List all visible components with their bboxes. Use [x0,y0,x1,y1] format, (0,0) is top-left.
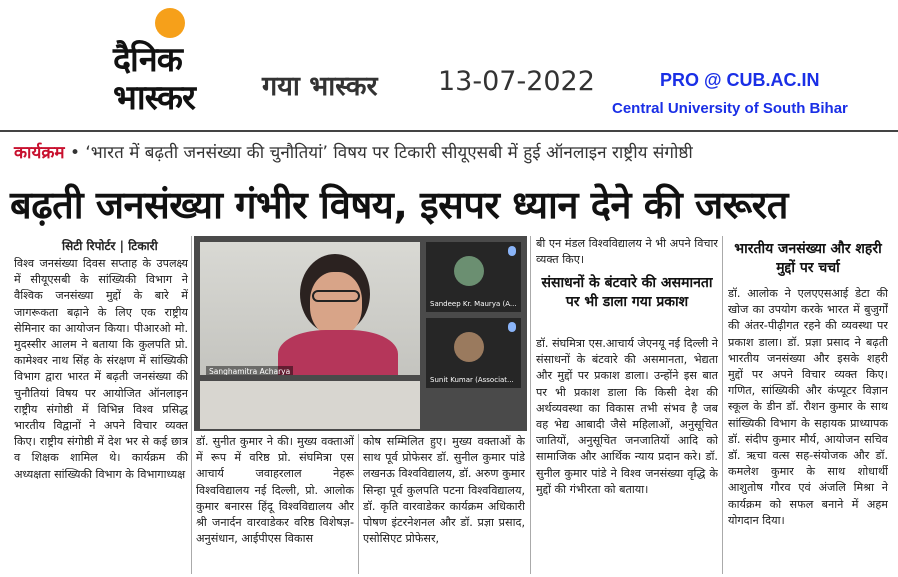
logo-line2: भास्कर [113,78,195,118]
column-4-intro: बी एन मंडल विश्वविद्यालय ने भी अपने विचार व्यक्त किए। [536,237,718,267]
subheading-resources: संसाधनों के बंटवारे की असमानता पर भी डाला गया प्रकाश [541,275,713,310]
masthead-divider [0,130,898,132]
column-2-text: डॉ. सुनीत कुमार ने की। मुख्य वक्ताओं में रूप में वरिष्ठ प्रो. संघमित्रा एस आचार्य जवाहरलाल नेहरू विश्वविद्यालय नई दिल्ली, प्रो. आलोक कुमार बनारस हिंदू विश्वविद्यालय और श्री जनार्दन वारवाडेकर वरिष्ठ विशेषज्ञ-अनुसंधान, आईपीएस विकास [196,435,354,546]
column-divider [358,434,359,574]
article-headline: बढ़ती जनसंख्या गंभीर विषय, इसपर ध्यान देने की जरूरत [10,183,788,227]
participant-tile-3 [200,381,420,429]
column-5-text: डॉ. आलोक ने एलएएसआई डेटा की खोज का उपयोग करके भारत में बुजुर्गों की अंतर-पीढ़ीगत रहने की व्यवस्था पर प्रकाश डाला। डॉ. प्रज्ञा प्रसाद ने बढ़ती भारतीय जनसंख्या और इसके शहरी मुद्दों पर अपने विचार व्यक्त किए। गणित, सांख्यिकी और कंप्यूटर विज्ञान स्कूल के डीन डॉ. रौशन कुमार के साथ सांख्यिकी विभाग के सहायक प्राध्यापक डॉ. संदीप कुमार मौर्य, आयोजन सचिव डॉ. ऋचा वत्स सह-संयोजक और डॉ. कमलेश कुमार के साथ शोधार्थी आशुतोष गौरव एवं अंजलि मिश्रा ने कार्यक्रम को सफल बनाने में अहम योगदान दिया। [728,287,888,527]
column-divider [530,236,531,574]
publication-date: 13-07-2022 [438,66,595,97]
kicker-text: • ‘भारत में बढ़ती जनसंख्या की चुनौतियां’ विषय पर टिकारी सीयूएसबी में हुई ऑनलाइन राष्ट्रीय संगोष्ठी [69,143,693,163]
subheading-urban: भारतीय जनसंख्या और शहरी मुद्दों पर चर्चा [734,241,882,276]
university-name: Central University of South Bihar [612,100,848,117]
column-4-text: डॉ. संघमित्रा एस.आचार्य जेएनयू नई दिल्ली ने संसाधनों के बंटवारे की असमानता, भेद्यता और मुद्दों पर प्रकाश डाला। उन्होंने इस बात पर भी प्रकाश डाला कि किसी देश की अर्थव्यवस्था का विकास तभी संभव है जब वह भेद्य आबादी जैसे महिलाओं, अनुसूचित जातियों, अनुसूचित जनजातियों आदि को सामाजिक और आर्थिक न्याय प्रदान करे। डॉ. सुनील कुमार पांडे ने विश्व जनसंख्या वृद्धि के मुद्दों की गंभीरता को बताया। [536,337,718,496]
column-1-text: विश्व जनसंख्या दिवस सप्ताह के उपलक्ष्य में सीयूएसबी के सांख्यिकी विभाग ने वैश्विक जनसंख्या मुद्दों के बारे में जागरूकता बढ़ाने के लिए एक राष्ट्रीय सेमिनार का आयोजन किया। पीआरओ मो. मुदस्सीर आलम ने बताया कि कुलपति प्रो. कामेश्वर नाथ सिंह के संरक्षण में सांख्यिकी विभाग द्वारा भारत में बढ़ती जनसंख्या की चुनौतियां विषय पर आयोजित ऑनलाइन राष्ट्रीय संगोष्ठी में विभिन्न विश्व प्रसिद्ध भारतीय विद्वानों ने अपने विचार व्यक्त किए। राष्ट्रीय संगोष्ठी में देश भर से कई छात्र व शिक्षक शामिल थे। कार्यक्रम की अध्यक्षता सांख्यिकी विभाग के विभागाध्यक्ष [14,257,188,481]
main-speaker-name: Sanghamitra Acharya [206,366,293,375]
participant-avatar [454,256,484,286]
video-call-photo [194,236,527,431]
byline: सिटी रिपोर्टर | टिकारी [62,239,158,253]
glasses-icon [312,290,360,302]
participant-name-1: Sandeep Kr. Maurya (A... [430,300,517,308]
kicker-tag: कार्यक्रम [14,143,65,163]
participant-avatar [454,332,484,362]
mic-icon [508,246,516,256]
sun-logo-icon [155,8,185,38]
main-speaker-tile [200,242,420,375]
newspaper-logo [103,8,238,116]
mic-icon [508,322,516,332]
edition-name: गया भास्कर [262,71,378,102]
column-3-text: कोष सम्मिलित हुए। मुख्य वक्ताओं के साथ पूर्व प्रोफेसर डॉ. सुनील कुमार पांडे लखनऊ विश्वविद्यालय, डॉ. अरुण कुमार सिन्हा पूर्व कुलपति पटना विश्वविद्यालय, डॉ. कृति वारवाडेकर कार्यक्रम अधिकारी पोषण इंटरनेशनल और डॉ. प्रज्ञा प्रसाद, एसोसिएट प्रोफेसर, [363,435,525,546]
logo-line1: दैनिक [113,40,182,80]
column-divider [722,236,723,574]
pro-credit: PRO @ CUB.AC.IN [660,70,820,90]
participant-tile-2 [426,318,521,388]
participant-name-2: Sunit Kumar (Associat... [430,376,514,384]
participant-tile-1 [426,242,521,312]
column-divider [191,236,192,574]
article-kicker [14,140,693,163]
